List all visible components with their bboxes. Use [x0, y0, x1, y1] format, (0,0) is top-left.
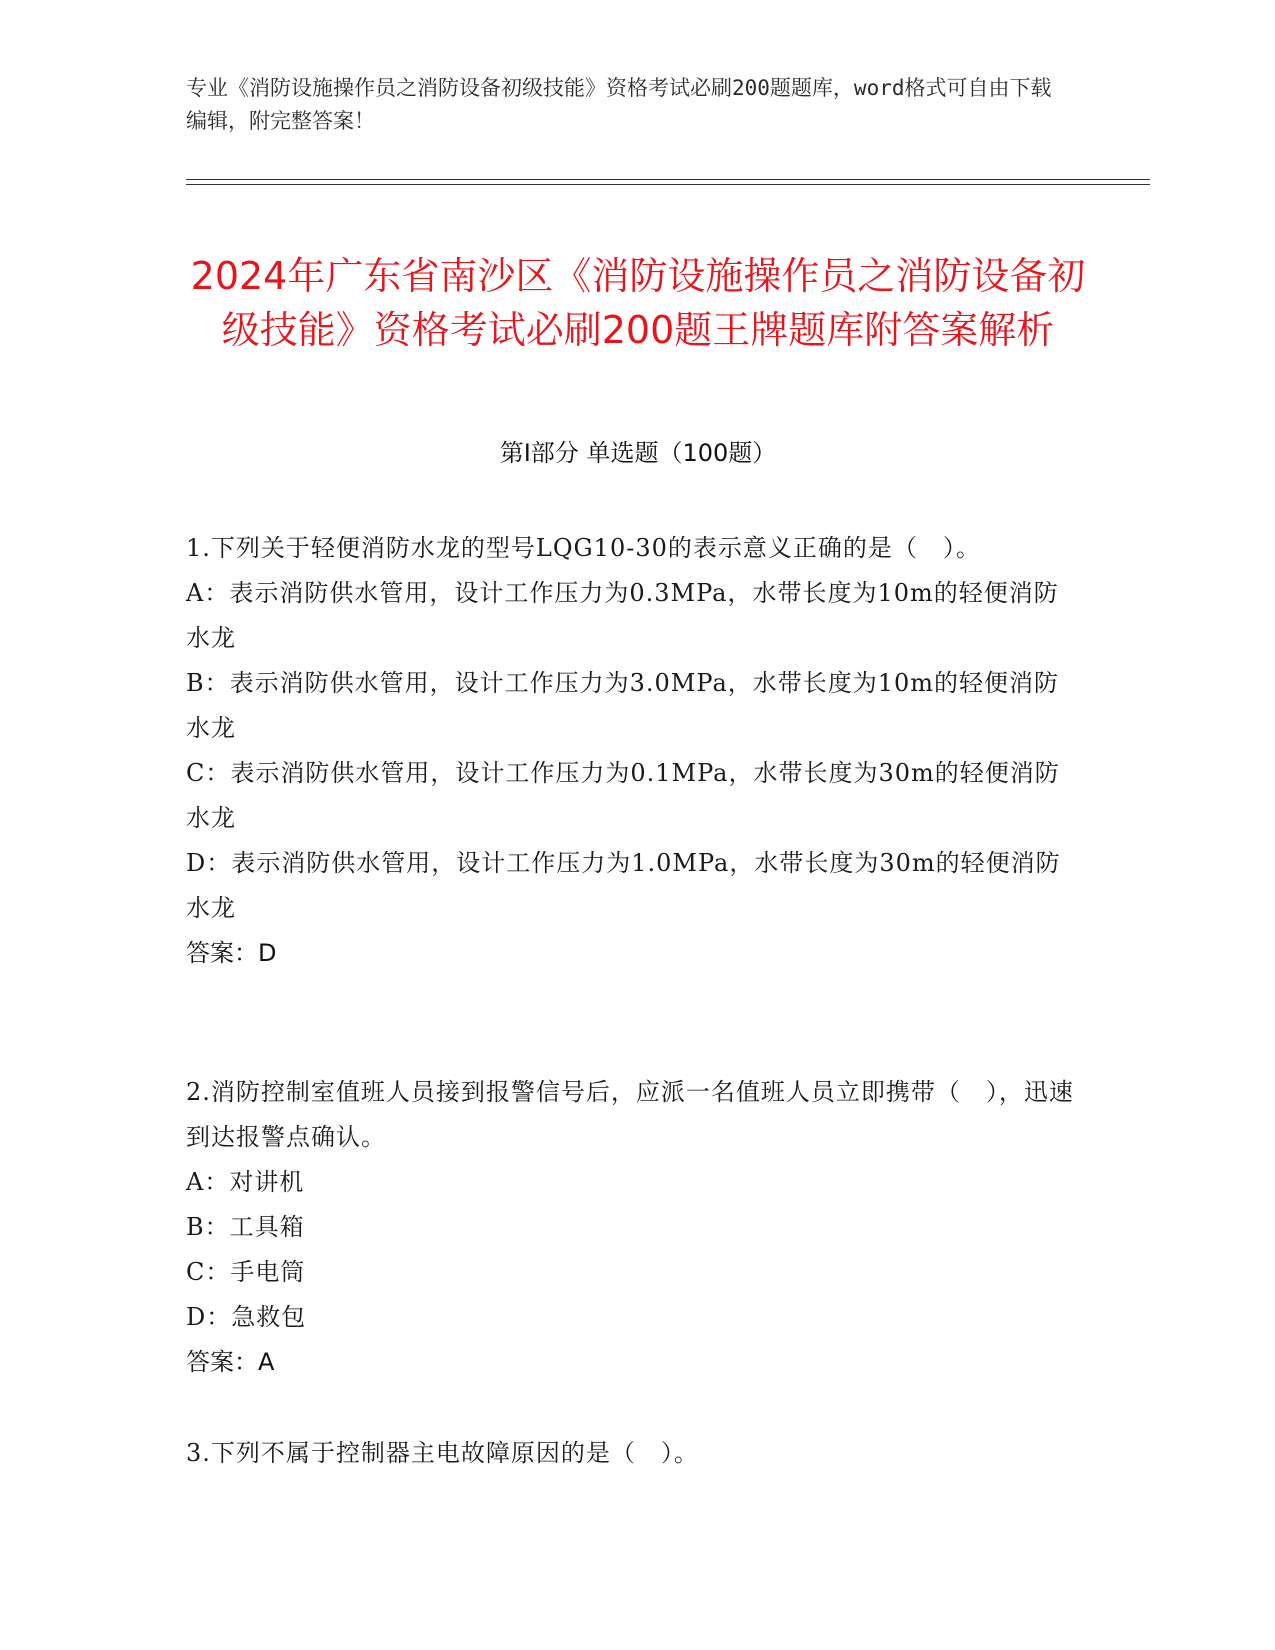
option-d: D：急救包	[186, 1303, 307, 1331]
option-b: B：工具箱	[186, 1213, 305, 1241]
option-a: A：对讲机	[186, 1168, 305, 1196]
question-stem: 1.下列关于轻便消防水龙的型号LQG10-30的表示意义正确的是（ ）。	[186, 534, 981, 562]
header-divider-top	[186, 179, 1150, 180]
part-title: 第Ⅰ部分 单选题（100题）	[499, 439, 777, 467]
header-note: 专业《消防设施操作员之消防设备初级技能》资格考试必刷200题题库，word格式可自由下载编辑，附完整答案！	[186, 76, 1052, 133]
option-a: A：表示消防供水管用，设计工作压力为0.3MPa，水带长度为10m的轻便消防水龙	[186, 579, 1059, 652]
option-d: D：表示消防供水管用，设计工作压力为1.0MPa，水带长度为30m的轻便消防水龙	[186, 849, 1061, 922]
header-divider-bottom	[186, 184, 1150, 185]
question-3	[186, 1431, 1076, 1476]
option-c: C：表示消防供水管用，设计工作压力为0.1MPa，水带长度为30m的轻便消防水龙	[186, 759, 1060, 832]
question-stem: 3.下列不属于控制器主电故障原因的是（ ）。	[186, 1439, 699, 1467]
answer-text: 答案：A	[186, 1348, 275, 1376]
question-1	[186, 526, 1076, 976]
option-c: C：手电筒	[186, 1258, 306, 1286]
option-b: B：表示消防供水管用，设计工作压力为3.0MPa，水带长度为10m的轻便消防水龙	[186, 669, 1060, 742]
document-title: 2024年广东省南沙区《消防设施操作员之消防设备初级技能》资格考试必刷200题王牌题库附答案解析	[190, 254, 1086, 353]
answer-text: 答案：D	[186, 939, 277, 967]
question-stem: 2.消防控制室值班人员接到报警信号后，应派一名值班人员立即携带（ ），迅速到达报警点确认。	[186, 1078, 1074, 1151]
question-2	[186, 1070, 1076, 1385]
